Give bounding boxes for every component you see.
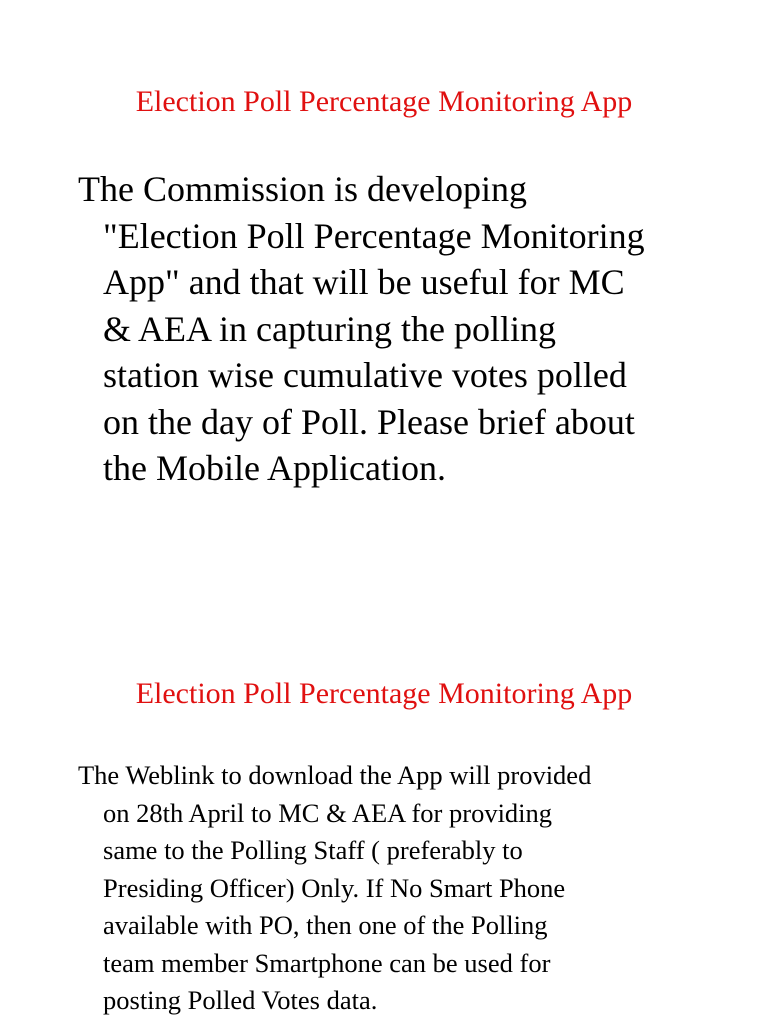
paragraph-line: on the day of Poll. Please brief about [103,401,635,442]
paragraph-line: available with PO, then one of the Polling [103,910,548,940]
paragraph-line: "Election Poll Percentage Monitoring [103,215,645,256]
paragraph-line: team member Smartphone can be used for [103,947,551,978]
paragraph-line: Presiding Officer) Only. If No Smart Phone [103,872,566,903]
paragraph-line: & AEA in capturing the polling [103,308,556,349]
paragraph-line: The Weblink to download the App will provided [78,760,592,790]
answer-paragraph [78,757,591,1020]
paragraph-line: The Commission is developing [78,169,527,209]
paragraph-line: App" and that will be useful for MC [103,262,625,302]
paragraph-line: the Mobile Application. [103,448,446,488]
paragraph-line: on 28th April to MC & AEA for providing [103,797,553,828]
slide-title: Election Poll Percentage Monitoring App [135,677,633,710]
slide-answer [0,512,768,1024]
paragraph-line: posting Polled Votes data. [103,985,378,1015]
slide-title: Election Poll Percentage Monitoring App [135,85,633,118]
question-paragraph [78,166,645,492]
paragraph-line: station wise cumulative votes polled [103,355,627,395]
paragraph-line: same to the Polling Staff ( preferably to [103,835,523,865]
